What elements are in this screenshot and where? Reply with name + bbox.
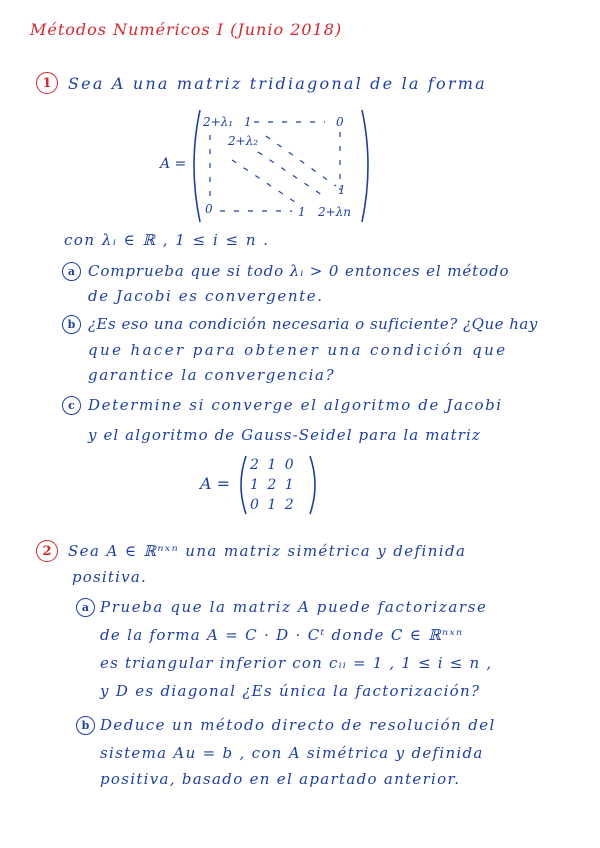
q1c-letter: c <box>62 396 81 415</box>
q2a-letter: a <box>76 598 95 617</box>
q1b-line3: garantice la convergencia? <box>88 366 336 384</box>
q1a-line2: de Jacobi es convergente. <box>88 287 324 305</box>
q1b-line2: que hacer para obtener una condición que <box>88 341 508 359</box>
q1c-matrix-row-2: 1 2 1 <box>250 477 296 493</box>
q1a-letter: a <box>62 262 81 281</box>
matrix-a-label: A = <box>160 156 187 172</box>
matrix-d1: 2+λ₁ <box>203 115 234 129</box>
q2-line2: positiva. <box>72 568 147 586</box>
matrix-zero-tr: 0 <box>336 115 344 129</box>
q2a-line2: de la forma A = C · D · Cᵗ donde C ∈ ℝⁿˣⁿ <box>100 626 464 644</box>
q2a-line3: es triangular inferior con cᵢᵢ = 1 , 1 ≤ i ≤ n , <box>100 654 493 672</box>
question-2-number: 2 <box>36 540 58 562</box>
q1c-matrix-label: A = <box>200 474 231 493</box>
q1-intro: Sea A una matriz tridiagonal de la forma <box>68 74 487 93</box>
matrix-zero-bl: 0 <box>205 202 213 216</box>
q2a-line4: y D es diagonal ¿Es única la factorización? <box>100 682 481 700</box>
question-1-number: 1 <box>36 72 58 94</box>
exam-title: Métodos Numéricos I (Junio 2018) <box>30 20 343 39</box>
matrix-d2: 2+λ₂ <box>228 134 259 148</box>
matrix-o2: 1 <box>338 183 346 197</box>
matrix-o1: 1 <box>244 115 252 129</box>
q1c-matrix-row-3: 0 1 2 <box>250 497 296 513</box>
matrix-dn: 2+λn <box>318 205 352 219</box>
q1a-line1: Comprueba que si todo λᵢ > 0 entonces el método <box>88 262 510 280</box>
q1c-line1: Determine si converge el algoritmo de Jacobi <box>88 396 503 414</box>
q2-line1: Sea A ∈ ℝⁿˣⁿ una matriz simétrica y definida <box>68 542 467 560</box>
q1b-line1: ¿Es eso una condición necesaria o suficiente? ¿Que hay <box>88 315 538 333</box>
q1b-letter: b <box>62 315 81 334</box>
q2a-line1: Prueba que la matriz A puede factorizarse <box>100 598 488 616</box>
q2b-line3: positiva, basado en el apartado anterior. <box>100 770 461 788</box>
q2b-letter: b <box>76 716 95 735</box>
q2b-line2: sistema Au = b , con A simétrica y definida <box>100 744 484 762</box>
matrix-o3: 1 <box>298 205 306 219</box>
q1c-line2: y el algoritmo de Gauss-Seidel para la matriz <box>88 426 481 444</box>
q2b-line1: Deduce un método directo de resolución del <box>100 716 496 734</box>
q1-condition: con λᵢ ∈ ℝ , 1 ≤ i ≤ n . <box>64 231 270 249</box>
q1c-matrix-row-1: 2 1 0 <box>250 457 296 473</box>
